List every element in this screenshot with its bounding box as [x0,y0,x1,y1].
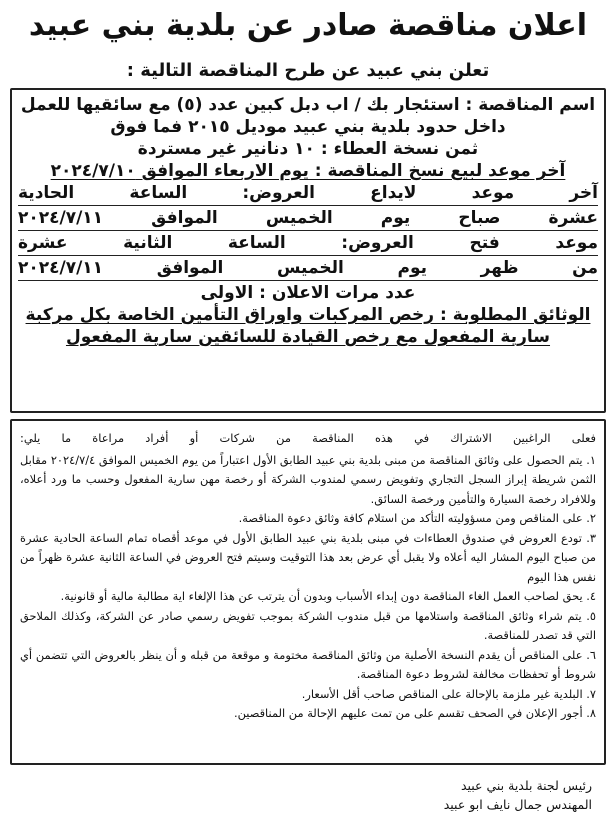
terms-clause: ٣. تودع العروض في صندوق العطاءات في مبنى بلدية بني عبيد الطابق الأول في موعد أقصاه تمام الساعة الحادية عشرة من صباح اليوم المشار اليه أعلاه ولا يقبل أي عرض بعد هذا التوقيت وسيتم فتح العروض في الساعة الثانية عشرة ظهراً من نفس هذا اليوم [20,530,596,584]
sale-deadline: آخر موعد لبيع نسخ المناقصة : يوم الاربعاء الموافق ٢٠٢٤/٧/١٠ [50,161,566,181]
separator-line [18,230,598,231]
signature-title: رئيس لجنة بلدية بني عبيد [460,778,592,793]
opening-time-line-2: من ظهر يوم الخميس الموافق ٢٠٢٤/٧/١١ [18,258,598,278]
signature-name: المهندس جمال نايف ابو عبيد [443,797,592,812]
terms-clause: ٤. يحق لصاحب العمل الغاء المناقصة دون إبداء الأسباب وبدون أن يترتب عن هذا الإلغاء اية مطالبة مالية أو قانونية. [60,589,596,603]
terms-clause: ٢. على المناقص ومن مسؤوليته التأكد من استلام كافة وثائق دعوة المناقصة. [238,511,596,525]
tender-name-line-2: داخل حدود بلدية بني عبيد موديل ٢٠١٥ فما فوق [110,117,506,137]
opening-time-line-1: موعد فتح العروض: الساعة الثانية عشرة [18,233,598,253]
terms-clause: ٥. يتم شراء وثائق المناقصة واستلامها من قبل مندوب الشركة بموجب تفويض رسمي صادر عن الشركة، وكذلك الملاحق التي قد تصدر للمناقصة. [20,608,596,642]
terms-clause: ١. يتم الحصول على وثائق المناقصة من مبنى بلدية بني عبيد الطابق الأول اعتباراً من يوم الخميس الموافق ٢٠٢٤/٧/٤ مقابل الثمن شريطة إبراز السجل التجاري وتفويض رسمي لمندوب الشركة أو رخصة مهن سارية المفعول وحسب ما ورد أعلاه، وللافراد رخصة السيارة والتأمين ورخصة السائق. [20,452,596,506]
terms-clause: ٨. أجور الإعلان في الصحف تقسم على من تمت عليهم الإحالة من المناقصين. [234,706,596,720]
separator-line [18,280,598,281]
tender-price: ثمن نسخة العطاء : ١٠ دنانير غير مستردة [137,139,479,159]
required-documents-line-1: الوثائق المطلوبة : رخص المركبات واوراق التأمين الخاصة بكل مركبة [25,305,591,325]
separator-line [18,205,598,206]
terms-intro: فعلى الراغبين الاشتراك في هذه المناقصة من شركات أو أفراد مراعاة ما يلي: [20,431,596,445]
signature-block [0,776,616,814]
announcement-count: عدد مرات الاعلان : الاولى [200,283,416,303]
deposit-deadline-line-2: عشرة صباح يوم الخميس الموافق ٢٠٢٤/٧/١١ [18,208,598,228]
tender-terms-box [10,419,606,765]
terms-clause: ٧. البلدية غير ملزمة بالإحالة على المناقص صاحب أقل الأسعار. [301,686,596,701]
tender-name-line-1: اسم المناقصة : استئجار بك / اب دبل كبين عدد (٥) مع سائقيها للعمل [20,95,596,115]
separator-line [18,255,598,256]
terms-clause: ٦. على المناقص أن يقدم النسخة الأصلية من وثائق المناقصة مختومة و موقعة من قبله و أن ينظر بالعروض التي تتضمن أي شروط أو تحفظات مخالفة لشروط دعوة المناقصة. [20,647,596,681]
deposit-deadline-line-1: آخر موعد لايداع العروض: الساعة الحادية [18,183,598,203]
announcement-subtitle: تعلن بني عبيد عن طرح المناقصة التالية : [126,60,490,81]
announcement-title: اعلان مناقصة صادر عن بلدية بني عبيد [28,8,588,43]
required-documents-line-2: سارية المفعول مع رخص القيادة للسائقين سارية المفعول [65,327,551,347]
tender-details-box [10,88,606,413]
